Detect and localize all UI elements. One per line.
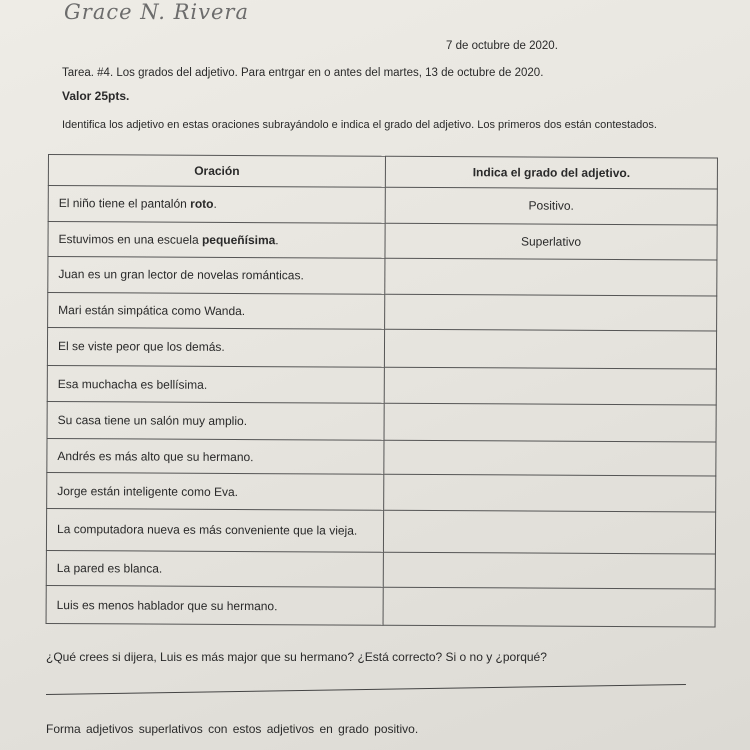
sentence-text: Estuvimos en una escuela	[58, 231, 203, 247]
grade-cell[interactable]	[384, 475, 716, 512]
question-text: ¿Qué crees si dijera, Luis es más major que su hermano? ¿Está correcto? Si o no y ¿porqué?	[46, 650, 547, 664]
grade-cell[interactable]	[385, 294, 717, 331]
table-row	[46, 586, 715, 627]
sentence-cell	[48, 257, 385, 294]
sentence-text: Andrés es más alto que su hermano.	[57, 448, 254, 464]
table-row	[48, 292, 717, 331]
sentence-cell	[46, 508, 383, 552]
adjective-bold: roto	[190, 197, 214, 212]
grade-cell[interactable]	[384, 367, 716, 405]
table-row	[47, 473, 716, 512]
sentence-text: Luis es menos hablador que su hermano.	[56, 597, 278, 613]
table-row	[48, 257, 717, 296]
grade-cell[interactable]	[384, 329, 716, 368]
assignment-title: Tarea. #4. Los grados del adjetivo. Para entrgar en o antes del martes, 13 de octubre de 2020.	[62, 67, 544, 79]
sentence-cell	[47, 438, 384, 474]
document-date: 7 de octubre de 2020.	[446, 40, 558, 52]
table-row	[47, 365, 716, 405]
sentence-cell	[46, 550, 383, 587]
grade-cell[interactable]	[383, 552, 715, 589]
sentence-text: La pared es blanca.	[56, 561, 163, 576]
sentence-text: Juan es un gran lector de novelas románticas.	[58, 267, 304, 283]
sentence-cell	[47, 365, 384, 403]
sentence-text: Su casa tiene un salón muy amplio.	[57, 413, 248, 429]
sentence-text-end: .	[213, 197, 217, 212]
table-row	[47, 402, 716, 442]
grade-cell: Superlativo	[385, 223, 717, 260]
sentence-text: Esa muchacha es bellísima.	[57, 376, 208, 392]
grade-cell[interactable]	[385, 258, 717, 295]
grade-cell[interactable]	[384, 440, 716, 476]
sentence-text: El se viste peor que los demás.	[57, 339, 225, 355]
table-header-row	[48, 155, 717, 190]
handwritten-signature: Grace N. Rivera	[64, 0, 249, 24]
instructions-text: Identifica los adjetivo en estas oraciones subrayándolo e indica el grado del adjetivo. Los primeros dos están contestados.	[62, 119, 657, 131]
sentence-cell	[47, 402, 384, 440]
sentence-cell	[48, 221, 385, 258]
sentence-cell	[47, 328, 384, 367]
adjective-bold: pequeñísima	[201, 232, 276, 247]
answer-line	[46, 684, 686, 695]
sentence-text-end: .	[275, 232, 279, 248]
sentence-text: El niño tiene el pantalón	[58, 196, 191, 212]
sentence-text: La computadora nueva es más conveniente que la vieja.	[56, 522, 358, 538]
sentence-cell	[48, 292, 385, 329]
superlative-instruction: Forma adjetivos superlativos con estos adjetivos en grado positivo.	[46, 722, 419, 736]
sentence-cell	[48, 186, 385, 223]
grade-cell: Positivo.	[385, 187, 717, 224]
header-grado: Indica el grado del adjetivo.	[385, 156, 717, 189]
grade-cell[interactable]	[383, 588, 715, 627]
points-value: Valor 25pts.	[62, 89, 130, 103]
table-body	[46, 186, 717, 627]
table-row	[47, 328, 716, 369]
sentence-cell	[47, 473, 384, 510]
table-row	[46, 550, 715, 589]
sentence-text: Jorge están inteligente como Eva.	[57, 483, 239, 499]
table-row	[46, 508, 715, 553]
sentence-cell	[46, 586, 383, 625]
grade-cell[interactable]	[383, 510, 715, 554]
sentence-text: Mari están simpática como Wanda.	[58, 302, 246, 318]
table-row	[48, 221, 717, 260]
adjective-table	[46, 154, 718, 628]
table-row	[48, 186, 717, 225]
table-row	[47, 438, 716, 476]
header-oracion: Oración	[48, 155, 385, 188]
grade-cell[interactable]	[384, 404, 716, 442]
